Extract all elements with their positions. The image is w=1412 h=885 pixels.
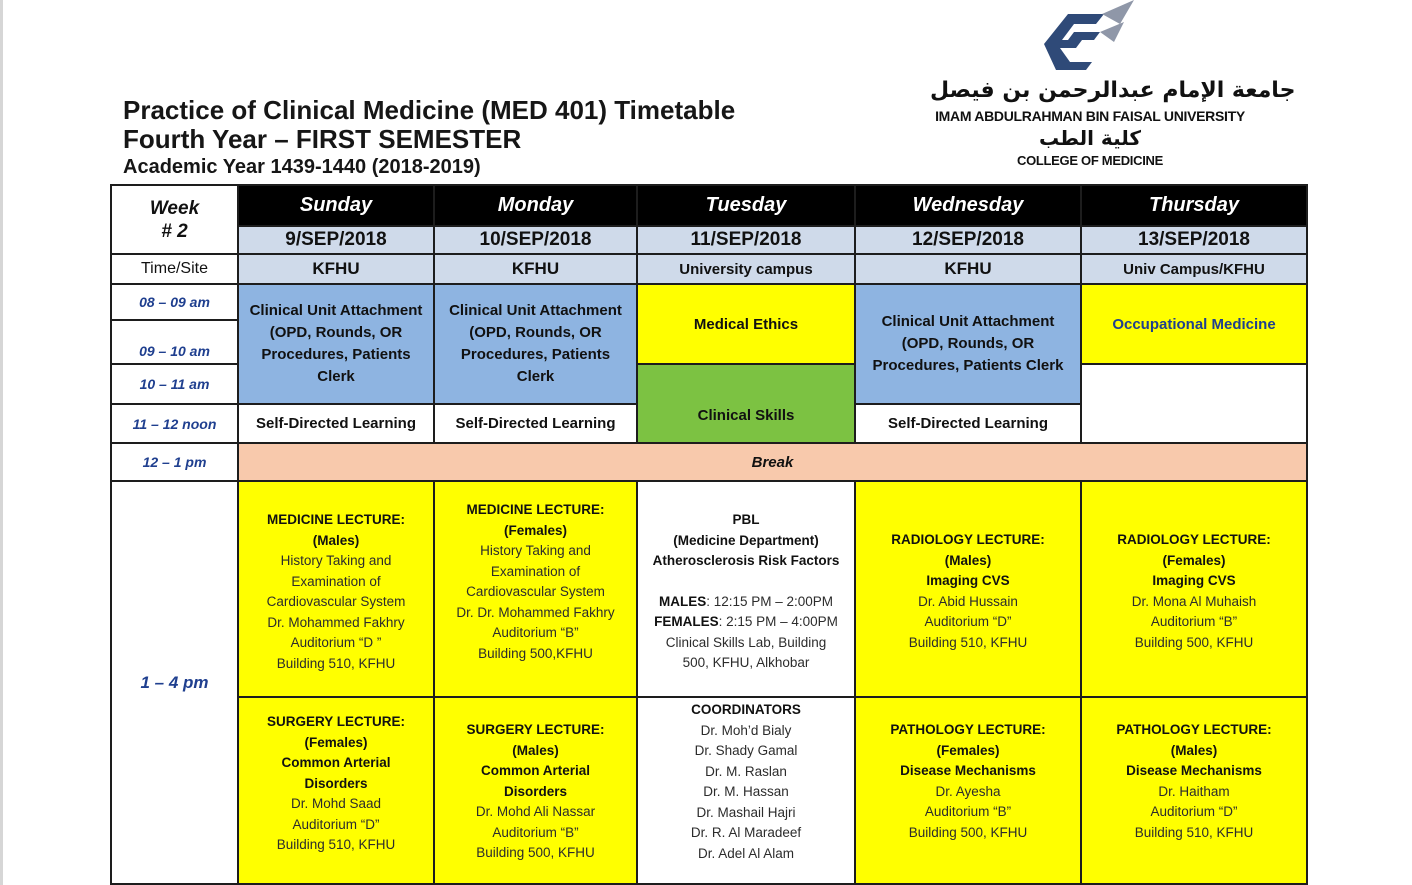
lecture-topic: Common Arterial: [480, 763, 590, 778]
pbl-males-time: [659, 592, 833, 613]
lecture-doctor: Dr. Haitham: [1158, 783, 1230, 799]
lecture-doctor: Dr. Ayesha: [935, 783, 1001, 799]
lecture-building: Building 510, KFHU: [276, 655, 396, 671]
lecture-thursday-1: [1080, 480, 1308, 698]
arabic-university-name: جامعة الإمام عبدالرحمن بن فيصل: [930, 78, 1296, 103]
coordinator-name: Dr. Moh’d Bialy: [700, 722, 792, 738]
lecture-auditorium: Auditorium “B”: [1150, 614, 1238, 629]
pbl-department: (Medicine Department): [673, 532, 819, 548]
lecture-title: MEDICINE LECTURE:: [267, 512, 405, 527]
lecture-topic: History Taking and: [480, 543, 591, 558]
lecture-title: PATHOLOGY LECTURE:: [1116, 722, 1272, 737]
coordinator-name: Dr. Shady Gamal: [694, 743, 798, 758]
site-wednesday: KFHU: [854, 253, 1082, 285]
lecture-group: (Males): [1170, 742, 1218, 758]
lecture-topic: Cardiovascular System: [466, 584, 605, 599]
coordinator-name: Dr. Mashail Hajri: [696, 804, 796, 820]
empty-slot-thursday: [1080, 363, 1308, 444]
lecture-topic: Disease Mechanisms: [1126, 763, 1262, 778]
lecture-auditorium: Auditorium “B”: [492, 625, 579, 640]
lecture-doctor: Dr. Mona Al Muhaish: [1131, 593, 1257, 609]
pbl-location: 500, KFHU, Alkhobar: [682, 655, 810, 670]
site-monday: KFHU: [433, 253, 638, 285]
males-time: : 12:15 PM – 2:00PM: [706, 593, 834, 609]
pbl-topic: Atherosclerosis Risk Factors: [652, 553, 840, 568]
lecture-doctor: Dr. Dr. Mohammed Fakhry: [456, 604, 615, 620]
medical-ethics-tuesday: Medical Ethics: [636, 283, 856, 365]
clinical-unit-wednesday: Clinical Unit Attachment (OPD, Rounds, OR Procedures, Patients Clerk: [854, 283, 1082, 405]
females-time: : 2:15 PM – 4:00PM: [718, 614, 838, 629]
time-slot-08-09: 08 – 09 am: [110, 283, 239, 321]
lecture-title: MEDICINE LECTURE:: [466, 502, 605, 517]
lecture-building: Building 500,KFHU: [478, 645, 593, 661]
day-header-monday: Monday: [433, 184, 638, 227]
lecture-building: Building 510, KFHU: [908, 634, 1028, 650]
date-monday: 10/SEP/2018: [433, 225, 638, 255]
date-sunday: 9/SEP/2018: [237, 225, 435, 255]
week-number: # 2: [161, 220, 188, 242]
lecture-building: Building 500, KFHU: [476, 845, 595, 860]
date-thursday: 13/SEP/2018: [1080, 225, 1308, 255]
sdl-wednesday: Self-Directed Learning: [854, 403, 1082, 444]
lecture-wednesday-1: [854, 480, 1082, 698]
arabic-college-name: كلية الطب: [1038, 126, 1142, 150]
coordinator-name: Dr. Adel Al Alam: [697, 845, 795, 861]
lecture-topic: Examination of: [490, 563, 581, 579]
lecture-thursday-2: [1080, 696, 1308, 885]
lecture-building: Building 500, KFHU: [1134, 634, 1254, 650]
pbl-tuesday: [636, 480, 856, 698]
coordinators-title: COORDINATORS: [691, 702, 801, 717]
coordinators-tuesday: [636, 696, 856, 885]
lecture-sunday-1: [237, 480, 435, 698]
page-edge: [0, 0, 3, 885]
lecture-topic: Disorders: [503, 783, 568, 799]
time-slot-10-11: 10 – 11 am: [110, 363, 239, 405]
day-header-thursday: Thursday: [1080, 184, 1308, 227]
lecture-sunday-2: [237, 696, 435, 885]
lecture-title: RADIOLOGY LECTURE:: [1117, 532, 1271, 547]
pbl-location: Clinical Skills Lab, Building: [665, 634, 827, 650]
lecture-auditorium: Auditorium “D ”: [290, 635, 382, 650]
lecture-topic: Disorders: [304, 775, 368, 791]
pbl-title: PBL: [732, 512, 760, 527]
lecture-building: Building 510, KFHU: [1134, 824, 1254, 840]
coordinator-name: Dr. M. Hassan: [703, 784, 789, 799]
time-slot-11-12: 11 – 12 noon: [110, 403, 239, 444]
lecture-topic: Imaging CVS: [926, 573, 1010, 588]
lecture-topic: Cardiovascular System: [266, 594, 406, 609]
clinical-unit-monday: Clinical Unit Attachment (OPD, Rounds, OR Procedures, Patients Clerk: [433, 283, 638, 405]
lecture-building: Building 500, KFHU: [908, 824, 1028, 840]
lecture-auditorium: Auditorium “D”: [924, 614, 1012, 629]
time-site-label: Time/Site: [110, 253, 239, 285]
lecture-monday-1: [433, 480, 638, 698]
academic-year: Academic Year 1439-1440 (2018-2019): [123, 156, 481, 178]
day-header-tuesday: Tuesday: [636, 184, 856, 227]
lecture-wednesday-2: [854, 696, 1082, 885]
university-logo: [930, 0, 1296, 172]
lecture-auditorium: Auditorium “B”: [924, 804, 1012, 819]
pbl-females-time: [654, 612, 838, 633]
site-thursday: Univ Campus/KFHU: [1080, 253, 1308, 285]
lecture-doctor: Dr. Abid Hussain: [918, 593, 1018, 609]
lecture-auditorium: Auditorium “B”: [492, 824, 579, 840]
week-label: Week: [149, 197, 200, 219]
time-slot-09-10: 09 – 10 am: [110, 319, 239, 365]
break-row: Break: [237, 442, 1308, 482]
lecture-building: Building 510, KFHU: [276, 837, 396, 852]
day-header-sunday: Sunday: [237, 184, 435, 227]
english-college-name: COLLEGE OF MEDICINE: [1017, 153, 1163, 168]
lecture-title: SURGERY LECTURE:: [466, 722, 605, 737]
lecture-group: (Males): [944, 552, 992, 568]
lecture-group: (Females): [936, 742, 1000, 758]
sdl-monday: Self-Directed Learning: [433, 403, 638, 444]
lecture-group: (Females): [304, 734, 368, 750]
date-tuesday: 11/SEP/2018: [636, 225, 856, 255]
lecture-topic: Imaging CVS: [1152, 573, 1236, 588]
page-title: Practice of Clinical Medicine (MED 401) Timetable: [123, 95, 736, 125]
day-header-wednesday: Wednesday: [854, 184, 1082, 227]
clinical-unit-sunday: Clinical Unit Attachment (OPD, Rounds, OR Procedures, Patients Clerk: [237, 283, 435, 405]
lecture-topic: History Taking and: [280, 553, 392, 568]
sdl-sunday: Self-Directed Learning: [237, 403, 435, 444]
males-label: MALES: [658, 593, 707, 609]
date-wednesday: 12/SEP/2018: [854, 225, 1082, 255]
coordinator-name: Dr. M. Raslan: [705, 763, 787, 779]
lecture-doctor: Dr. Mohammed Fakhry: [267, 614, 405, 630]
lecture-topic: Common Arterial: [281, 755, 391, 770]
time-slot-12-1: 12 – 1 pm: [110, 442, 239, 482]
clinical-skills-tuesday: Clinical Skills: [636, 363, 856, 444]
site-sunday: KFHU: [237, 253, 435, 285]
english-university-name: IMAM ABDULRAHMAN BIN FAISAL UNIVERSITY: [935, 108, 1245, 124]
lecture-group: (Males): [312, 532, 360, 548]
semester-subtitle: Fourth Year – FIRST SEMESTER: [123, 124, 522, 154]
lecture-group: (Females): [503, 522, 568, 538]
university-emblem-icon: [1040, 0, 1140, 76]
lecture-group: (Males): [512, 742, 559, 758]
lecture-auditorium: Auditorium “D”: [1150, 804, 1238, 819]
lecture-auditorium: Auditorium “D”: [292, 816, 380, 832]
coordinator-name: Dr. R. Al Maradeef: [690, 825, 802, 840]
time-slot-1-4: 1 – 4 pm: [110, 480, 239, 885]
site-tuesday: University campus: [636, 253, 856, 285]
lecture-monday-2: [433, 696, 638, 885]
lecture-title: PATHOLOGY LECTURE:: [890, 722, 1046, 737]
lecture-doctor: Dr. Mohd Ali Nassar: [475, 804, 596, 819]
lecture-topic: Examination of: [291, 573, 381, 589]
females-label: FEMALES: [654, 614, 719, 629]
lecture-topic: Disease Mechanisms: [900, 763, 1036, 778]
occupational-medicine-thursday: Occupational Medicine: [1080, 283, 1308, 365]
lecture-title: SURGERY LECTURE:: [266, 714, 405, 729]
lecture-group: (Females): [1162, 552, 1226, 568]
week-header: [110, 184, 239, 255]
lecture-doctor: Dr. Mohd Saad: [290, 796, 382, 811]
lecture-title: RADIOLOGY LECTURE:: [891, 532, 1045, 547]
